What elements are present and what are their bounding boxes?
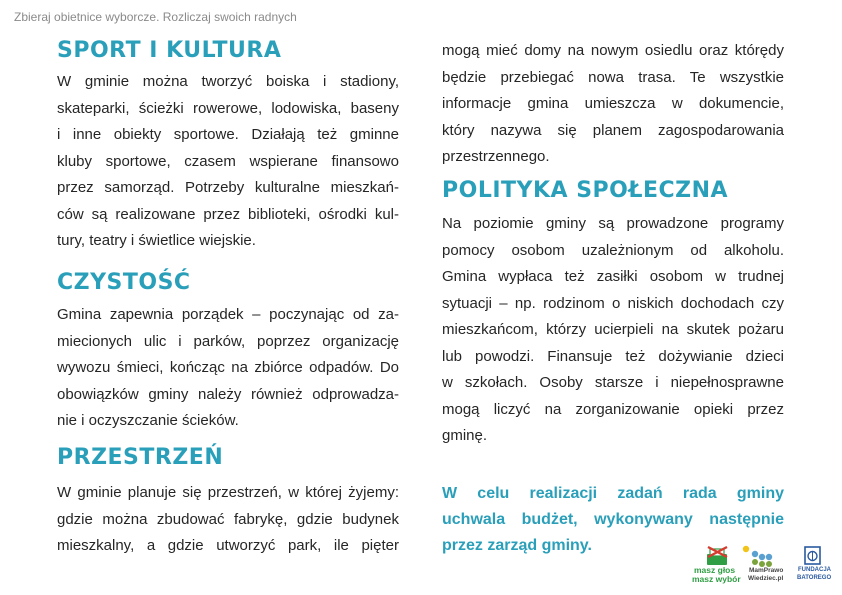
fundacja-batorego-logo	[796, 545, 830, 585]
text-line: tury, teatry i świetlice wiejskie.	[57, 232, 256, 249]
text-line: sytuacji – np. rodzinom o niskich dochodach czy	[442, 294, 784, 312]
text-line: gminę.	[442, 427, 488, 444]
text-line: pomocy osobom uzależnionym od alkoholu.	[442, 241, 784, 259]
text-line: i inne obiekty sportowe. Działają też gminne	[57, 126, 399, 143]
text-line: mogą mieć domy na nowym osiedlu oraz którędy	[442, 42, 784, 59]
paragraph-polityka-spoleczna	[442, 211, 784, 450]
text-line: nie i oczyszczanie ścieków.	[57, 412, 239, 429]
text-line: ców są realizowane przez biblioteki, ośrodki kul-	[57, 205, 399, 223]
text-line: gdzie można zbudować fabrykę, gdzie budynek	[57, 510, 399, 528]
people-dots-icon	[742, 545, 786, 567]
text-line: przez samorząd. Potrzeby kulturalne mieszkań-	[57, 179, 399, 196]
text-line: W gminie można tworzyć boiska i stadiony,	[57, 73, 399, 90]
paragraph-przestrzen	[57, 480, 399, 560]
paragraph-sport-i-kultura	[57, 69, 399, 255]
masz-wybor-text: masz wybór	[692, 574, 741, 584]
text-line: W gminie planuje się przestrzeń, w której żyjemy:	[57, 484, 399, 501]
text-line: który nazywa się planem zagospodarowania	[442, 121, 784, 139]
masz-glos-text: masz głos	[694, 565, 736, 575]
mam-prawo-logo	[742, 545, 786, 585]
text-line: przez zarząd gminy.	[442, 537, 592, 554]
text-line: mieszkańcom, którzy ucierpieli na skutek pożaru	[442, 321, 784, 338]
heading-przestrzen: PRZESTRZEŃ	[57, 445, 224, 470]
text-line: wywozu śmieci, kończąc na zbiórce odpadów. Do	[57, 359, 399, 376]
batorego-text: BATOREGO	[797, 575, 832, 581]
running-header: Zbieraj obietnice wyborcze. Rozliczaj swoich radnych	[14, 10, 297, 24]
heading-sport-i-kultura: SPORT I KULTURA	[57, 38, 282, 63]
text-line: W celu realizacji zadań rada gminy	[442, 485, 784, 502]
batory-emblem-icon	[796, 545, 830, 567]
text-line: obowiązków gminy należy również odprowadza-	[57, 385, 399, 403]
mam-prawo-text: MamPrawo	[749, 567, 784, 574]
text-line: będzie przebiegać nowa trasa. Te wszystkie	[442, 68, 784, 86]
text-line: przestrzennego.	[442, 148, 550, 165]
text-line: Gmina wypłaca też zasiłki osobom w trudnej	[442, 268, 784, 285]
text-line: kluby sportowe, czasem wspierane finansowo	[57, 152, 399, 170]
text-line: Na poziomie gminy są prowadzone programy	[442, 215, 784, 232]
ballot-box-icon	[694, 545, 740, 567]
text-line: mieszkalny, a gdzie utworzyć park, ile pięter	[57, 537, 399, 554]
text-line: lub powodzi. Finansuje też dożywianie dzieci	[442, 347, 784, 365]
text-line: miecionych ulic i parków, poprzez organizację	[57, 332, 399, 350]
text-line: skateparki, ścieżki rowerowe, lodowiska, baseny	[57, 99, 399, 117]
text-line: informacje gmina umieszcza w dokumencie,	[442, 95, 784, 112]
paragraph-czystosc	[57, 302, 399, 435]
masz-glos-logo	[694, 545, 740, 585]
fundacja-text: FUNDACJA	[798, 567, 831, 573]
heading-czystosc: CZYSTOŚĆ	[57, 270, 191, 295]
heading-polityka-spoleczna: POLITYKA SPOŁECZNA	[442, 178, 729, 203]
text-line: w szkołach. Osoby starsze i niepełnosprawne	[442, 374, 784, 391]
text-line: mogą liczyć na zorganizowanie opieki przez	[442, 400, 784, 418]
text-line: Gmina zapewnia porządek – poczynając od za-	[57, 306, 399, 323]
text-line: uchwala budżet, wykonywany następnie	[442, 511, 784, 528]
wiedziec-text: Wiedziec.pl	[748, 575, 784, 582]
paragraph-przestrzen-continued	[442, 38, 784, 171]
